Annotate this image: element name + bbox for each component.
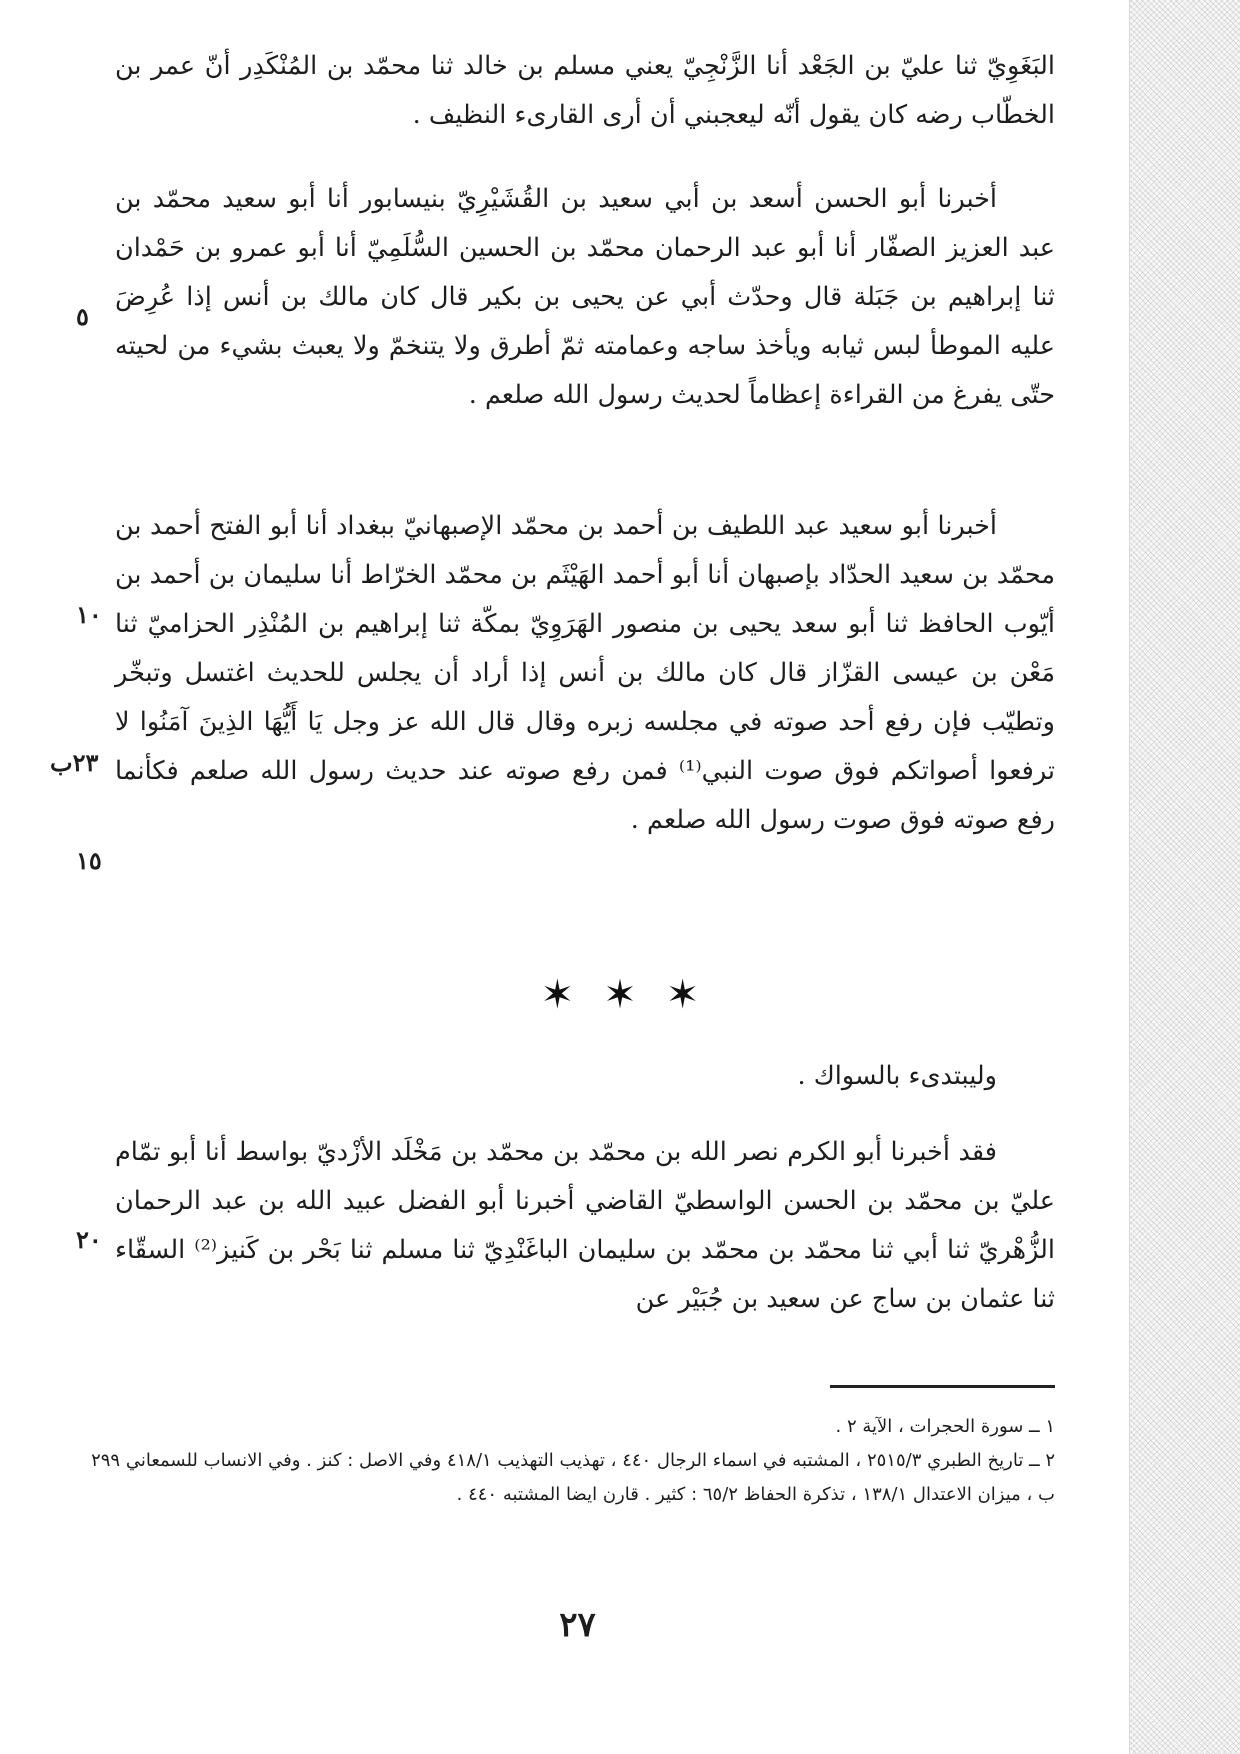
paragraph-3-text: أخبرنا أبو سعيد عبد اللطيف بن أحمد بن محمّد الإصبهانيّ ببغداد أنا أبو الفتح أحمد بن محمّد بن سعيد الحدّاد بإصبهان أنا أبو أحمد الهَيْثَم بن محمّد الخرّاط أنا سليمان بن أحمد بن أيّوب الحافظ ثنا أبو سعد يحيى بن منصور الهَرَوِيّ بمكّة ثنا إبراهيم بن المُنْذِر الحزاميّ ثنا مَعْن بن عيسى القزّاز قال كان مالك بن أنس إذا أراد أن يجلس للحديث اغتسل وتبخّر وتطيّب فإن رفع أحد صوته في مجلسه زبره وقال قال الله عز وجل يَا أَيُّهَا الذِينَ آمَنُوا لا ترفعوا أصواتكم فوق صوت النبي⁽¹⁾ فمن رفع صوته عند حديث رسول الله صلعم فكأنما رفع صوته فوق صوت رسول الله صلعم . — [115, 511, 1055, 835]
star-icon: ✶ — [603, 972, 637, 1018]
line-number: ٢٣ب — [50, 748, 99, 777]
star-icon: ✶ — [665, 972, 700, 1018]
paragraph-2-text: أخبرنا أبو الحسن أسعد بن أبي سعيد بن القُشَيْرِيّ بنيسابور أنا أبو سعيد محمّد بن عبد العزيز الصفّار أنا أبو عبد الرحمان محمّد بن الحسين السُّلَمِيّ أنا أبو عمرو بن حَمْدان ثنا إبراهيم بن جَبَلة قال وحدّث أبي عن يحيى بن بكير قال كان مالك بن أنس إذا عُرِضَ عليه الموطأ لبس ثيابه ويأخذ ساجه وعمامته ثمّ أطرق ولا يتنخمّ ولا يعبث بشيء من لحيته حتّى يفرغ من القراءة إعظاماً لحديث رسول الله صلعم . — [115, 184, 1056, 410]
footnote-2: ٢ ــ تاريخ الطبري ٢٥١٥/٣ ، المشتبه في اسماء الرجال ٤٤٠ ، تهذيب التهذيب ٤١٨/١ وفي الاصل : كنز . وفي الانساب للسمعاني ٢٩٩ ب ، ميزان الاعتدال ١٣٨/١ ، تذكرة الحفاظ ٦٥/٢ : كثير . قارن ايضا المشتبه ٤٤٠ . — [91, 1450, 1055, 1505]
paragraph-5-text: فقد أخبرنا أبو الكرم نصر الله بن محمّد بن محمّد بن مَخْلَد الأزْديّ بواسط أنا أبو تمّام عليّ بن محمّد بن الحسن الواسطيّ القاضي أخبرنا أبو الفضل عبيد الله بن عبد الرحمان الزُّهْريّ ثنا أبي ثنا محمّد بن محمّد بن سليمان الباغَنْدِيّ ثنا مسلم ثنا بَحْر بن كَنيز⁽²⁾ السقّاء ثنا عثمان بن ساج عن سعيد بن جُبَيْر عن — [115, 1137, 1055, 1314]
paragraph-4-text: وليبتدىء بالسواك . — [797, 1061, 997, 1091]
paragraph-1 — [115, 42, 1055, 140]
paragraph-5 — [115, 1128, 1055, 1324]
footnotes — [74, 1410, 1055, 1512]
footnote-1: ١ ــ سورة الحجرات ، الآية ٢ . — [835, 1416, 1055, 1437]
page-number: ٢٧ — [559, 1605, 596, 1645]
line-number: ٥ — [76, 302, 89, 331]
line-number: ١٥ — [76, 846, 102, 875]
star-icon: ✶ — [540, 972, 575, 1018]
paragraph-2 — [115, 175, 1055, 420]
section-separator — [0, 972, 1240, 1018]
paragraph-3 — [115, 502, 1055, 845]
line-number: ١٠ — [76, 600, 102, 629]
footnote-divider — [830, 1385, 1055, 1388]
paragraph-1-text: البَغَوِيّ ثنا عليّ بن الجَعْد أنا الزَّنْجِيّ يعني مسلم بن خالد ثنا محمّد بن المُنْكَدِر أنّ عمر بن الخطّاب رضه كان يقول أنّه ليعجبني أن أرى القارىء النظيف . — [115, 51, 1055, 130]
line-number: ٢٠ — [76, 1225, 102, 1254]
binding-edge — [1129, 0, 1240, 1754]
paragraph-4 — [115, 1052, 1055, 1101]
